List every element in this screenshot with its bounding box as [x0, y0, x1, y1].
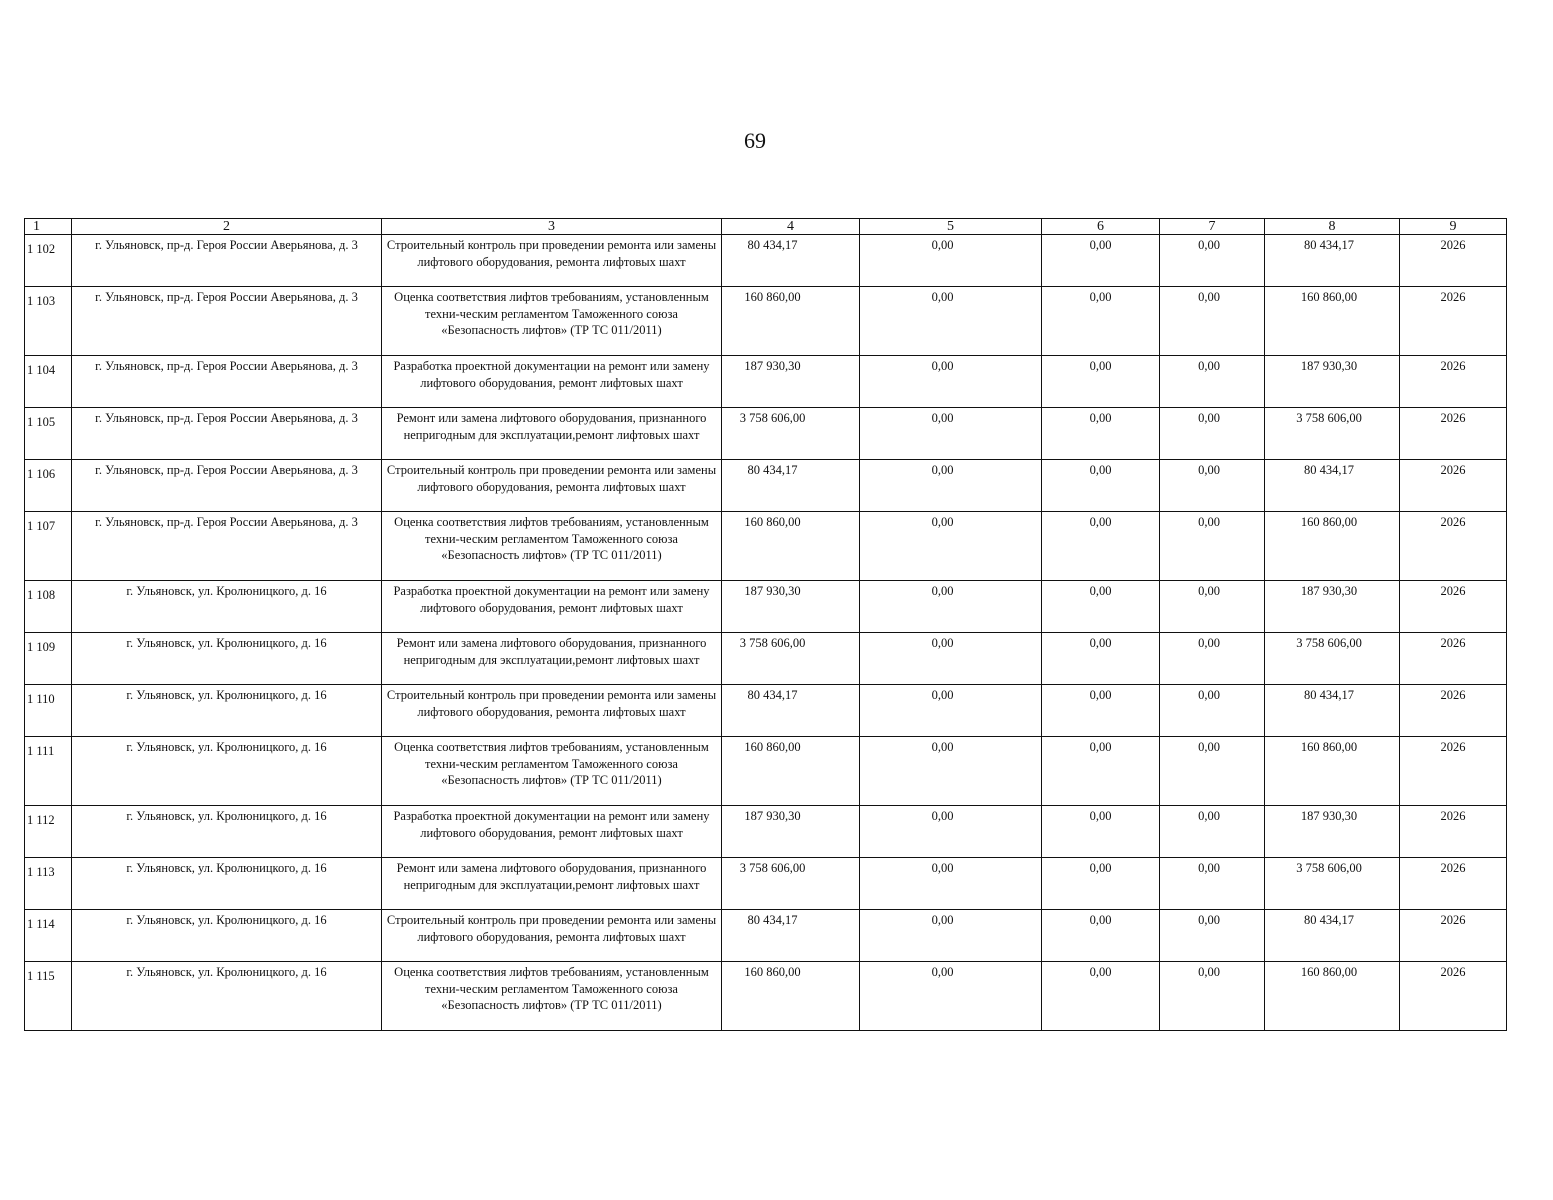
work-type-cell: Ремонт или замена лифтового оборудования, признанного непригодным для эксплуатации,ремонт лифтовых шахт — [382, 858, 722, 910]
row-number-cell: 1 113 — [25, 858, 72, 910]
year-cell: 2026 — [1400, 408, 1507, 460]
row-number-cell: 1 108 — [25, 581, 72, 633]
total-cost-cell: 3 758 606,00 — [722, 408, 860, 460]
header-cell: 8 — [1265, 219, 1400, 235]
fund-7-cell: 0,00 — [1160, 685, 1265, 737]
header-cell: 4 — [722, 219, 860, 235]
fund-6-cell: 0,00 — [1042, 581, 1160, 633]
work-type-cell: Оценка соответствия лифтов требованиям, установленным техни-ческим регламентом Таможенного союза «Безопасность лифтов» (ТР ТС 011/2011) — [382, 512, 722, 581]
year-cell: 2026 — [1400, 581, 1507, 633]
fund-7-cell: 0,00 — [1160, 460, 1265, 512]
address-cell: г. Ульяновск, ул. Кролюницкого, д. 16 — [72, 685, 382, 737]
fund-7-cell: 0,00 — [1160, 806, 1265, 858]
table-row — [25, 581, 1507, 633]
fund-6-cell: 0,00 — [1042, 356, 1160, 408]
address-cell: г. Ульяновск, пр-д. Героя России Аверьянова, д. 3 — [72, 235, 382, 287]
fund-7-cell: 0,00 — [1160, 287, 1265, 356]
fund-5-cell: 0,00 — [860, 287, 1042, 356]
fund-7-cell: 0,00 — [1160, 858, 1265, 910]
fund-5-cell: 0,00 — [860, 962, 1042, 1031]
work-type-cell: Разработка проектной документации на ремонт или замену лифтового оборудования, ремонт лифтовых шахт — [382, 581, 722, 633]
fund-7-cell: 0,00 — [1160, 235, 1265, 287]
fund-8-cell: 80 434,17 — [1265, 460, 1400, 512]
work-type-cell: Ремонт или замена лифтового оборудования, признанного непригодным для эксплуатации,ремонт лифтовых шахт — [382, 408, 722, 460]
row-number-cell: 1 112 — [25, 806, 72, 858]
header-cell: 5 — [860, 219, 1042, 235]
year-cell: 2026 — [1400, 806, 1507, 858]
row-number-cell: 1 114 — [25, 910, 72, 962]
fund-7-cell: 0,00 — [1160, 737, 1265, 806]
work-type-cell: Строительный контроль при проведении ремонта или замены лифтового оборудования, ремонта лифтовых шахт — [382, 460, 722, 512]
year-cell: 2026 — [1400, 858, 1507, 910]
fund-8-cell: 80 434,17 — [1265, 685, 1400, 737]
work-type-cell: Оценка соответствия лифтов требованиям, установленным техни-ческим регламентом Таможенного союза «Безопасность лифтов» (ТР ТС 011/2011) — [382, 962, 722, 1031]
year-cell: 2026 — [1400, 685, 1507, 737]
header-row — [25, 219, 1507, 235]
row-number-cell: 1 107 — [25, 512, 72, 581]
address-cell: г. Ульяновск, ул. Кролюницкого, д. 16 — [72, 581, 382, 633]
fund-8-cell: 160 860,00 — [1265, 512, 1400, 581]
fund-7-cell: 0,00 — [1160, 581, 1265, 633]
row-number-cell: 1 111 — [25, 737, 72, 806]
table-row — [25, 408, 1507, 460]
address-cell: г. Ульяновск, пр-д. Героя России Аверьянова, д. 3 — [72, 408, 382, 460]
year-cell: 2026 — [1400, 737, 1507, 806]
address-cell: г. Ульяновск, ул. Кролюницкого, д. 16 — [72, 962, 382, 1031]
fund-6-cell: 0,00 — [1042, 633, 1160, 685]
fund-8-cell: 3 758 606,00 — [1265, 858, 1400, 910]
table-row — [25, 512, 1507, 581]
row-number-cell: 1 110 — [25, 685, 72, 737]
year-cell: 2026 — [1400, 356, 1507, 408]
fund-8-cell: 187 930,30 — [1265, 581, 1400, 633]
fund-6-cell: 0,00 — [1042, 235, 1160, 287]
year-cell: 2026 — [1400, 962, 1507, 1031]
page-number: 69 — [744, 128, 766, 153]
year-cell: 2026 — [1400, 633, 1507, 685]
fund-5-cell: 0,00 — [860, 512, 1042, 581]
fund-6-cell: 0,00 — [1042, 858, 1160, 910]
work-type-cell: Оценка соответствия лифтов требованиям, установленным техни-ческим регламентом Таможенного союза «Безопасность лифтов» (ТР ТС 011/2011) — [382, 287, 722, 356]
fund-8-cell: 3 758 606,00 — [1265, 633, 1400, 685]
table-row — [25, 858, 1507, 910]
address-cell: г. Ульяновск, пр-д. Героя России Аверьянова, д. 3 — [72, 356, 382, 408]
header-cell: 2 — [72, 219, 382, 235]
address-cell: г. Ульяновск, ул. Кролюницкого, д. 16 — [72, 858, 382, 910]
year-cell: 2026 — [1400, 287, 1507, 356]
fund-8-cell: 160 860,00 — [1265, 737, 1400, 806]
address-cell: г. Ульяновск, пр-д. Героя России Аверьянова, д. 3 — [72, 460, 382, 512]
table-row — [25, 806, 1507, 858]
fund-7-cell: 0,00 — [1160, 408, 1265, 460]
table-row — [25, 737, 1507, 806]
address-cell: г. Ульяновск, пр-д. Героя России Аверьянова, д. 3 — [72, 512, 382, 581]
header-cell: 3 — [382, 219, 722, 235]
row-number-cell: 1 103 — [25, 287, 72, 356]
row-number-cell: 1 102 — [25, 235, 72, 287]
fund-6-cell: 0,00 — [1042, 806, 1160, 858]
address-cell: г. Ульяновск, ул. Кролюницкого, д. 16 — [72, 737, 382, 806]
fund-5-cell: 0,00 — [860, 737, 1042, 806]
year-cell: 2026 — [1400, 512, 1507, 581]
fund-7-cell: 0,00 — [1160, 633, 1265, 685]
fund-5-cell: 0,00 — [860, 235, 1042, 287]
total-cost-cell: 3 758 606,00 — [722, 858, 860, 910]
fund-5-cell: 0,00 — [860, 858, 1042, 910]
fund-6-cell: 0,00 — [1042, 737, 1160, 806]
table-row — [25, 287, 1507, 356]
header-cell: 6 — [1042, 219, 1160, 235]
total-cost-cell: 80 434,17 — [722, 460, 860, 512]
total-cost-cell: 187 930,30 — [722, 581, 860, 633]
total-cost-cell: 160 860,00 — [722, 287, 860, 356]
work-type-cell: Оценка соответствия лифтов требованиям, установленным техни-ческим регламентом Таможенного союза «Безопасность лифтов» (ТР ТС 011/2011) — [382, 737, 722, 806]
address-cell: г. Ульяновск, ул. Кролюницкого, д. 16 — [72, 806, 382, 858]
fund-8-cell: 187 930,30 — [1265, 806, 1400, 858]
address-cell: г. Ульяновск, пр-д. Героя России Аверьянова, д. 3 — [72, 287, 382, 356]
row-number-cell: 1 106 — [25, 460, 72, 512]
total-cost-cell: 187 930,30 — [722, 356, 860, 408]
total-cost-cell: 160 860,00 — [722, 962, 860, 1031]
year-cell: 2026 — [1400, 910, 1507, 962]
work-type-cell: Разработка проектной документации на ремонт или замену лифтового оборудования, ремонт лифтовых шахт — [382, 356, 722, 408]
fund-5-cell: 0,00 — [860, 685, 1042, 737]
fund-6-cell: 0,00 — [1042, 910, 1160, 962]
table-row — [25, 685, 1507, 737]
header-cell: 7 — [1160, 219, 1265, 235]
row-number-cell: 1 104 — [25, 356, 72, 408]
fund-6-cell: 0,00 — [1042, 408, 1160, 460]
address-cell: г. Ульяновск, ул. Кролюницкого, д. 16 — [72, 910, 382, 962]
year-cell: 2026 — [1400, 460, 1507, 512]
fund-6-cell: 0,00 — [1042, 460, 1160, 512]
work-type-cell: Строительный контроль при проведении ремонта или замены лифтового оборудования, ремонта лифтовых шахт — [382, 910, 722, 962]
total-cost-cell: 80 434,17 — [722, 235, 860, 287]
fund-7-cell: 0,00 — [1160, 962, 1265, 1031]
header-cell: 9 — [1400, 219, 1507, 235]
works-register-table — [24, 218, 1507, 1031]
fund-6-cell: 0,00 — [1042, 962, 1160, 1031]
work-type-cell: Разработка проектной документации на ремонт или замену лифтового оборудования, ремонт лифтовых шахт — [382, 806, 722, 858]
fund-7-cell: 0,00 — [1160, 512, 1265, 581]
fund-6-cell: 0,00 — [1042, 287, 1160, 356]
table-row — [25, 356, 1507, 408]
row-number-cell: 1 115 — [25, 962, 72, 1031]
total-cost-cell: 187 930,30 — [722, 806, 860, 858]
work-type-cell: Ремонт или замена лифтового оборудования, признанного непригодным для эксплуатации,ремонт лифтовых шахт — [382, 633, 722, 685]
address-cell: г. Ульяновск, ул. Кролюницкого, д. 16 — [72, 633, 382, 685]
total-cost-cell: 160 860,00 — [722, 737, 860, 806]
fund-8-cell: 160 860,00 — [1265, 287, 1400, 356]
work-type-cell: Строительный контроль при проведении ремонта или замены лифтового оборудования, ремонта лифтовых шахт — [382, 685, 722, 737]
fund-5-cell: 0,00 — [860, 633, 1042, 685]
table-body — [25, 235, 1507, 1031]
table-row — [25, 962, 1507, 1031]
table-row — [25, 910, 1507, 962]
fund-8-cell: 80 434,17 — [1265, 910, 1400, 962]
fund-8-cell: 187 930,30 — [1265, 356, 1400, 408]
row-number-cell: 1 109 — [25, 633, 72, 685]
total-cost-cell: 80 434,17 — [722, 685, 860, 737]
fund-6-cell: 0,00 — [1042, 685, 1160, 737]
fund-8-cell: 3 758 606,00 — [1265, 408, 1400, 460]
total-cost-cell: 3 758 606,00 — [722, 633, 860, 685]
fund-7-cell: 0,00 — [1160, 910, 1265, 962]
fund-5-cell: 0,00 — [860, 460, 1042, 512]
total-cost-cell: 80 434,17 — [722, 910, 860, 962]
fund-5-cell: 0,00 — [860, 806, 1042, 858]
fund-7-cell: 0,00 — [1160, 356, 1265, 408]
fund-5-cell: 0,00 — [860, 408, 1042, 460]
table-row — [25, 235, 1507, 287]
fund-6-cell: 0,00 — [1042, 512, 1160, 581]
header-cell: 1 — [25, 219, 72, 235]
total-cost-cell: 160 860,00 — [722, 512, 860, 581]
fund-5-cell: 0,00 — [860, 910, 1042, 962]
fund-8-cell: 80 434,17 — [1265, 235, 1400, 287]
fund-8-cell: 160 860,00 — [1265, 962, 1400, 1031]
table-row — [25, 633, 1507, 685]
row-number-cell: 1 105 — [25, 408, 72, 460]
year-cell: 2026 — [1400, 235, 1507, 287]
fund-5-cell: 0,00 — [860, 581, 1042, 633]
table-row — [25, 460, 1507, 512]
work-type-cell: Строительный контроль при проведении ремонта или замены лифтового оборудования, ремонта лифтовых шахт — [382, 235, 722, 287]
fund-5-cell: 0,00 — [860, 356, 1042, 408]
